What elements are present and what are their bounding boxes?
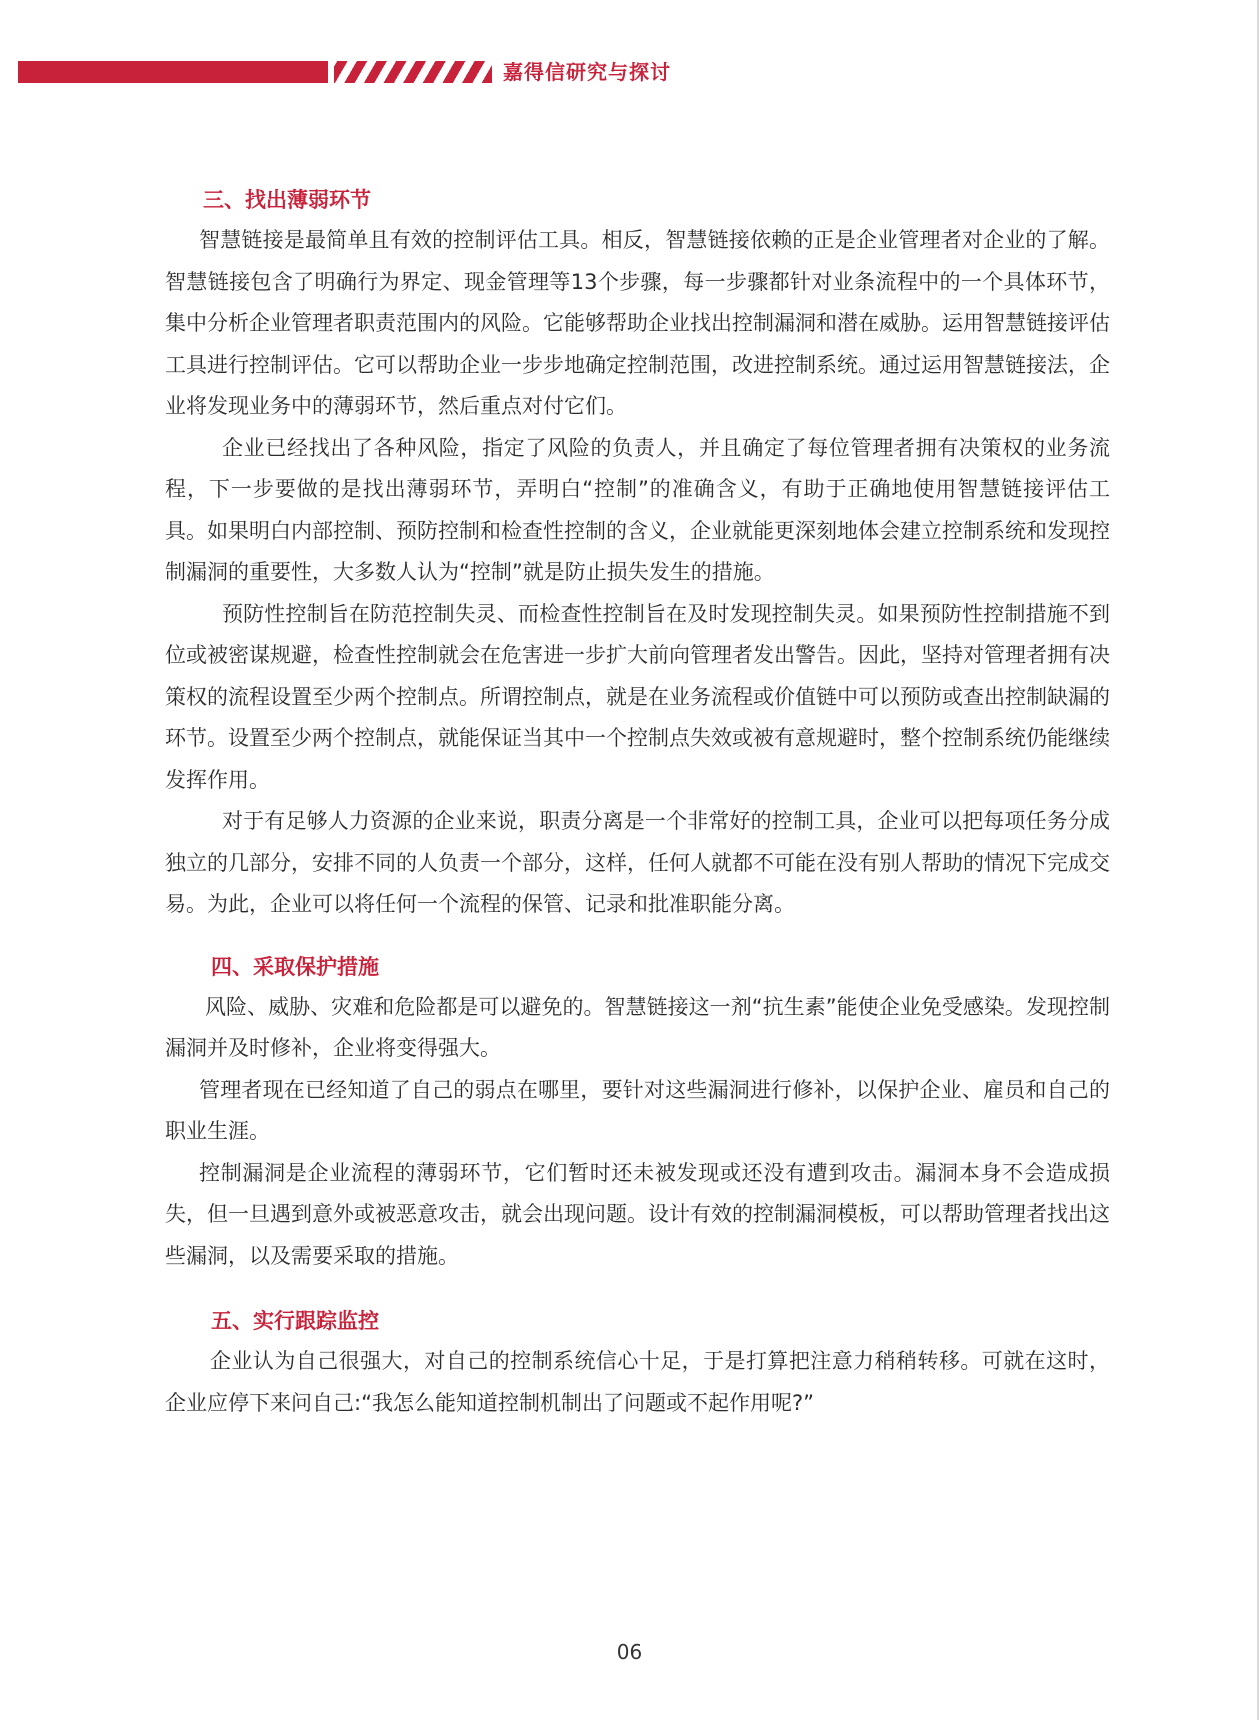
paragraph: 对于有足够人力资源的企业来说，职责分离是一个非常好的控制工具，企业可以把每项任务分成独立的几部分，安排不同的人负责一个部分，这样，任何人就都不可能在没有别人帮助的情况下完成交易。为此，企业可以将任何一个流程的保管、记录和批准职能分离。 <box>165 809 1110 916</box>
paragraph: 智慧链接是最简单且有效的控制评估工具。相反，智慧链接依赖的正是企业管理者对企业的了解。智慧链接包含了明确行为界定、现金管理等13个步骤，每一步骤都针对业条流程中的一个具体环节，集中分析企业管理者职责范围内的风险。它能够帮助企业找出控制漏洞和潜在威胁。运用智慧链接评估工具进行控制评估。它可以帮助企业一步步地确定控制范围，改进控制系统。通过运用智慧链接法，企业将发现业务中的薄弱环节，然后重点对付它们。 <box>165 228 1110 418</box>
paragraph: 企业认为自己很强大，对自己的控制系统信心十足，于是打算把注意力稍稍转移。可就在这时，企业应停下来问自己:“我怎么能知道控制机制出了问题或不起作用呢?” <box>165 1349 1110 1415</box>
paragraph: 控制漏洞是企业流程的薄弱环节，它们暂时还未被发现或还没有遭到攻击。漏洞本身不会造成损失，但一旦遇到意外或被恶意攻击，就会出现问题。设计有效的控制漏洞模板，可以帮助管理者找出这些漏洞，以及需要采取的措施。 <box>165 1160 1110 1268</box>
section-heading: 三、找出薄弱环节 <box>203 188 371 212</box>
paragraph: 预防性控制旨在防范控制失灵、而检查性控制旨在及时发现控制失灵。如果预防性控制措施不到位或被密谋规避，检查性控制就会在危害进一步扩大前向管理者发出警告。因此，坚持对管理者拥有决策权的流程设置至少两个控制点。所谓控制点，就是在业务流程或价值链中可以预防或查出控制缺漏的环节。设置至少两个控制点，就能保证当其中一个控制点失效或被有意规避时，整个控制系统仍能继续发挥作用。 <box>165 601 1110 792</box>
page-header <box>18 58 678 86</box>
paragraph: 管理者现在已经知道了自己的弱点在哪里，要针对这些漏洞进行修补，以保护企业、雇员和自己的职业生涯。 <box>165 1077 1110 1143</box>
page-number: 06 <box>616 1640 643 1664</box>
section-heading: 五、实行跟踪监控 <box>211 1309 379 1333</box>
header-red-bar <box>18 61 328 83</box>
paragraph: 企业已经找出了各种风险，指定了风险的负责人，并且确定了每位管理者拥有决策权的业务流程，下一步要做的是找出薄弱环节，弄明白“控制”的准确含义，有助于正确地使用智慧链接评估工具。如果明白内部控制、预防控制和检查性控制的含义，企业就能更深刻地体会建立控制系统和发现控制漏洞的重要性，大多数人认为“控制”就是防止损失发生的措施。 <box>165 435 1110 584</box>
paragraph: 风险、威胁、灾难和危险都是可以避免的。智慧链接这一剂“抗生素”能使企业免受感染。发现控制漏洞并及时修补，企业将变得强大。 <box>165 994 1110 1060</box>
header-stripes <box>334 61 492 83</box>
document-body <box>165 180 1110 1424</box>
section-heading: 四、采取保护措施 <box>211 954 379 979</box>
header-title: 嘉得信研究与探讨 <box>503 60 671 84</box>
